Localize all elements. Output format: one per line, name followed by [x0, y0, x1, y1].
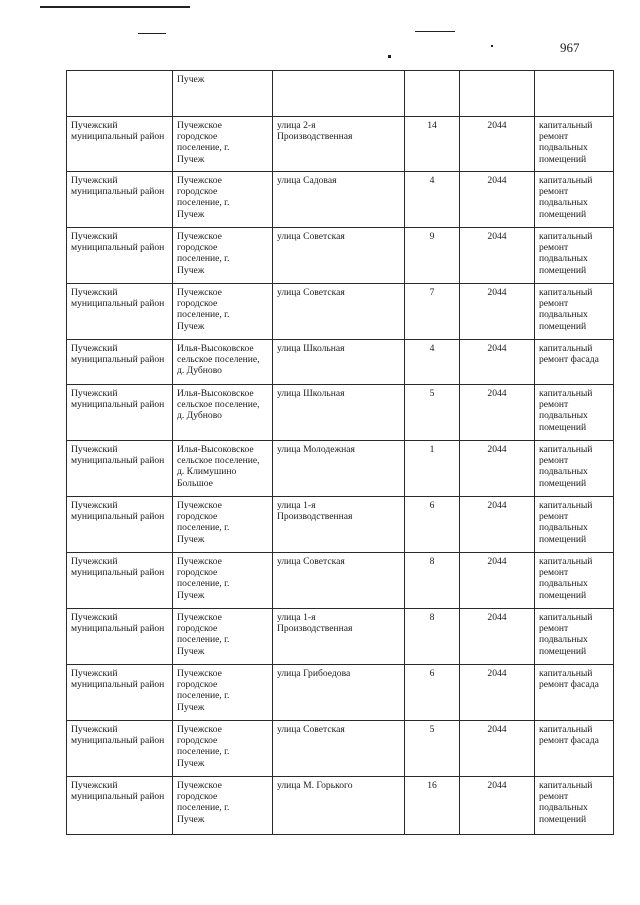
scan-artifact-line: [415, 31, 455, 32]
cell-district: Пучежский муниципальный район: [67, 777, 173, 835]
table-row: [67, 441, 614, 497]
cell-house: 5: [405, 721, 460, 777]
cell-house: 14: [405, 117, 460, 172]
cell-year: 2044: [460, 385, 535, 441]
cell-settlement: Пучежское городское поселение, г. Пучеж: [173, 665, 273, 721]
cell-street: улица Советская: [273, 284, 405, 340]
cell-work: капитальный ремонт подвальных помещений: [535, 385, 614, 441]
cell-house: [405, 71, 460, 117]
cell-settlement: Пучежское городское поселение, г. Пучеж: [173, 284, 273, 340]
cell-settlement: Пучежское городское поселение, г. Пучеж: [173, 553, 273, 609]
scan-artifact-line: [40, 6, 190, 8]
cell-house: 8: [405, 609, 460, 665]
cell-house: 6: [405, 497, 460, 553]
cell-settlement: Илья-Высоковское сельское поселение, д. Климушино Большое: [173, 441, 273, 497]
table-row: [67, 777, 614, 835]
cell-street: улица Советская: [273, 228, 405, 284]
cell-year: 2044: [460, 284, 535, 340]
cell-year: [460, 71, 535, 117]
cell-year: 2044: [460, 553, 535, 609]
cell-district: Пучежский муниципальный район: [67, 721, 173, 777]
cell-district: [67, 71, 173, 117]
cell-year: 2044: [460, 441, 535, 497]
cell-house: 9: [405, 228, 460, 284]
cell-street: улица 2-я Производственная: [273, 117, 405, 172]
cell-street: улица Садовая: [273, 172, 405, 228]
cell-street: улица 1-я Производственная: [273, 497, 405, 553]
cell-house: 1: [405, 441, 460, 497]
table-body: [67, 71, 614, 835]
cell-house: 16: [405, 777, 460, 835]
cell-street: улица Грибоедова: [273, 665, 405, 721]
cell-work: капитальный ремонт подвальных помещений: [535, 117, 614, 172]
cell-settlement: Пучежское городское поселение, г. Пучеж: [173, 609, 273, 665]
cell-settlement: Пучежское городское поселение, г. Пучеж: [173, 497, 273, 553]
table-row: [67, 284, 614, 340]
cell-house: 7: [405, 284, 460, 340]
table-row: [67, 172, 614, 228]
cell-house: 4: [405, 340, 460, 385]
table-row: [67, 228, 614, 284]
cell-settlement: Пучежское городское поселение, г. Пучеж: [173, 721, 273, 777]
cell-work: капитальный ремонт подвальных помещений: [535, 497, 614, 553]
cell-year: 2044: [460, 777, 535, 835]
table-row: [67, 721, 614, 777]
page-number: 967: [560, 40, 580, 55]
cell-year: 2044: [460, 497, 535, 553]
cell-work: капитальный ремонт подвальных помещений: [535, 228, 614, 284]
table-row: [67, 340, 614, 385]
cell-work: капитальный ремонт фасада: [535, 665, 614, 721]
cell-district: Пучежский муниципальный район: [67, 553, 173, 609]
cell-settlement: Пучежское городское поселение, г. Пучеж: [173, 228, 273, 284]
table-row: [67, 385, 614, 441]
cell-year: 2044: [460, 228, 535, 284]
continuation-row: [67, 71, 614, 117]
cell-district: Пучежский муниципальный район: [67, 228, 173, 284]
cell-district: Пучежский муниципальный район: [67, 609, 173, 665]
table-row: [67, 609, 614, 665]
cell-district: Пучежский муниципальный район: [67, 117, 173, 172]
cell-house: 8: [405, 553, 460, 609]
cell-work: капитальный ремонт подвальных помещений: [535, 609, 614, 665]
table-row: [67, 665, 614, 721]
cell-street: улица Советская: [273, 553, 405, 609]
cell-house: 6: [405, 665, 460, 721]
table-row: [67, 117, 614, 172]
cell-street: улица Молодежная: [273, 441, 405, 497]
cell-street: улица Школьная: [273, 385, 405, 441]
cell-house: 5: [405, 385, 460, 441]
cell-street: улица Советская: [273, 721, 405, 777]
cell-settlement: Пучеж: [173, 71, 273, 117]
table-row: [67, 553, 614, 609]
table-row: [67, 497, 614, 553]
cell-work: капитальный ремонт подвальных помещений: [535, 441, 614, 497]
cell-street: улица Школьная: [273, 340, 405, 385]
cell-settlement: Илья-Высоковское сельское поселение, д. Дубново: [173, 340, 273, 385]
housing-repair-table: [66, 70, 614, 835]
cell-settlement: Пучежское городское поселение, г. Пучеж: [173, 172, 273, 228]
cell-year: 2044: [460, 117, 535, 172]
cell-work: капитальный ремонт подвальных помещений: [535, 553, 614, 609]
cell-settlement: Пучежское городское поселение, г. Пучеж: [173, 117, 273, 172]
cell-work: [535, 71, 614, 117]
cell-settlement: Илья-Высоковское сельское поселение, д. Дубново: [173, 385, 273, 441]
cell-street: улица 1-я Производственная: [273, 609, 405, 665]
cell-district: Пучежский муниципальный район: [67, 497, 173, 553]
cell-work: капитальный ремонт фасада: [535, 721, 614, 777]
cell-district: Пучежский муниципальный район: [67, 284, 173, 340]
cell-district: Пучежский муниципальный район: [67, 172, 173, 228]
cell-house: 4: [405, 172, 460, 228]
scan-artifact-dot: [491, 45, 493, 47]
cell-street: [273, 71, 405, 117]
cell-year: 2044: [460, 609, 535, 665]
cell-district: Пучежский муниципальный район: [67, 441, 173, 497]
scan-artifact-dot: [388, 55, 391, 58]
cell-work: капитальный ремонт подвальных помещений: [535, 284, 614, 340]
cell-work: капитальный ремонт подвальных помещений: [535, 172, 614, 228]
cell-year: 2044: [460, 172, 535, 228]
cell-settlement: Пучежское городское поселение, г. Пучеж: [173, 777, 273, 835]
cell-district: Пучежский муниципальный район: [67, 665, 173, 721]
cell-work: капитальный ремонт фасада: [535, 340, 614, 385]
cell-year: 2044: [460, 340, 535, 385]
cell-district: Пучежский муниципальный район: [67, 385, 173, 441]
scan-artifact-line: [138, 33, 166, 34]
cell-year: 2044: [460, 665, 535, 721]
cell-work: капитальный ремонт подвальных помещений: [535, 777, 614, 835]
cell-district: Пучежский муниципальный район: [67, 340, 173, 385]
cell-street: улица М. Горького: [273, 777, 405, 835]
cell-year: 2044: [460, 721, 535, 777]
